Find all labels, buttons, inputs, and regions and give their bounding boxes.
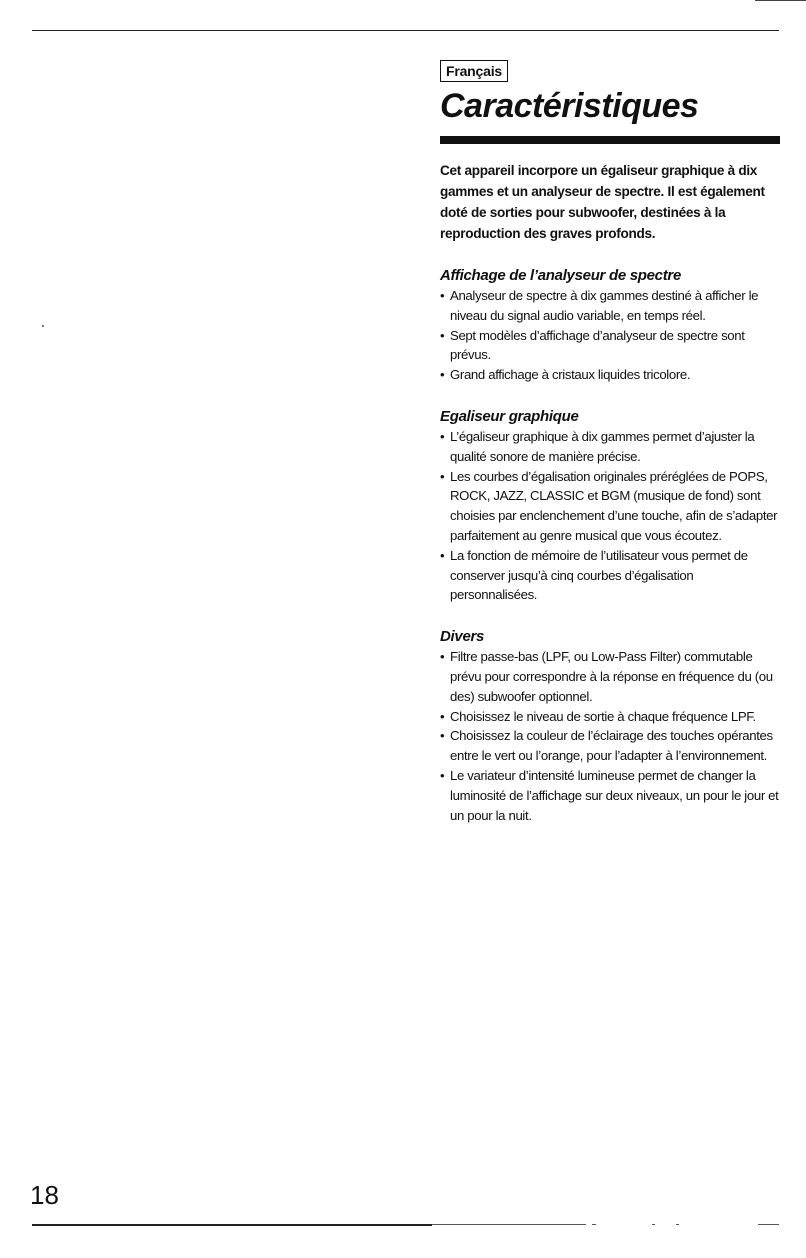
title-underline-bar [440, 136, 780, 144]
page-title: Caractéristiques [440, 87, 699, 125]
list-item [440, 427, 780, 467]
bullet-icon: • [440, 649, 445, 665]
list-item-text: Grand affichage à cristaux liquides tricolore. [450, 367, 691, 383]
list-item [440, 365, 780, 385]
bullet-icon: • [440, 428, 445, 444]
footer-rule-segment [592, 1224, 596, 1225]
section-title: Affichage de l’analyseur de spectre [440, 267, 681, 284]
list-item [440, 286, 780, 326]
list-item-text: Le variateur d’intensité lumineuse permet de changer la luminosité de l’affichage sur deux niveaux, un pour le jour et un pour la nuit. [450, 767, 779, 823]
bullet-list [440, 647, 780, 825]
list-item-text: Les courbes d’égalisation originales préréglées de POPS, ROCK, JAZZ, CLASSIC et BGM (musique de fond) sont choisies par enclenchement d’une touche, afin de s’adapter parfaitement au genre musical que vous écoutez. [450, 468, 778, 543]
section-title: Divers [440, 628, 485, 646]
bullet-list [440, 286, 780, 385]
footer-rule-segment [432, 1224, 586, 1225]
bullet-icon: • [440, 728, 445, 744]
bullet-icon: • [440, 767, 445, 783]
page-content [440, 60, 780, 825]
page-number: 18 [30, 1180, 59, 1210]
top-edge-rule [755, 0, 806, 1]
footer-rule [32, 1224, 432, 1226]
list-item-text: Choisissez la couleur de l’éclairage des touches opérantes entre le vert ou l’orange, pour l’adapter à l’environnement. [450, 728, 773, 764]
section-title: Egaliseur graphique [440, 407, 579, 425]
footer-rule-segment [676, 1224, 679, 1225]
list-item [440, 707, 780, 727]
footer-rule-segment [758, 1224, 779, 1225]
intro-paragraph: Cet appareil incorpore un égaliseur graphique à dix gammes et un analyseur de spectre. Il est également doté de sorties pour subwoofer, destinées à la reproduction des graves profonds. [440, 163, 765, 241]
list-item-text: La fonction de mémoire de l’utilisateur vous permet de conserver jusqu’à cinq courbes d’égalisation personnalisées. [450, 547, 748, 603]
list-item [440, 726, 780, 766]
header-rule [32, 30, 779, 31]
margin-mark [42, 325, 44, 327]
list-item [440, 546, 780, 605]
list-item-text: Filtre passe-bas (LPF, ou Low-Pass Filter) commutable prévu pour correspondre à la réponse en fréquence du (ou des) subwoofer optionnel. [450, 649, 773, 704]
language-label: Français [440, 60, 508, 82]
list-item [440, 766, 780, 825]
list-item [440, 467, 780, 546]
section-spectrum-analyzer [440, 266, 780, 385]
list-item [440, 647, 780, 706]
bullet-icon: • [440, 708, 445, 724]
section-misc [440, 627, 780, 825]
bullet-icon: • [440, 367, 445, 383]
bullet-icon: • [440, 468, 445, 484]
bullet-list [440, 427, 780, 605]
section-graphic-equalizer [440, 407, 780, 605]
bullet-icon: • [440, 547, 445, 563]
list-item [440, 326, 780, 366]
list-item-text: Sept modèles d’affichage d’analyseur de spectre sont prévus. [450, 327, 745, 363]
bullet-icon: • [440, 327, 445, 343]
list-item-text: L’égaliseur graphique à dix gammes permet d’ajuster la qualité sonore de manière précise. [450, 428, 755, 464]
list-item-text: Choisissez le niveau de sortie à chaque fréquence LPF. [450, 708, 756, 724]
list-item-text: Analyseur de spectre à dix gammes destiné à afficher le niveau du signal audio variable, en temps réel. [450, 288, 759, 323]
footer-rule-segment [652, 1224, 655, 1225]
bullet-icon: • [440, 288, 445, 303]
